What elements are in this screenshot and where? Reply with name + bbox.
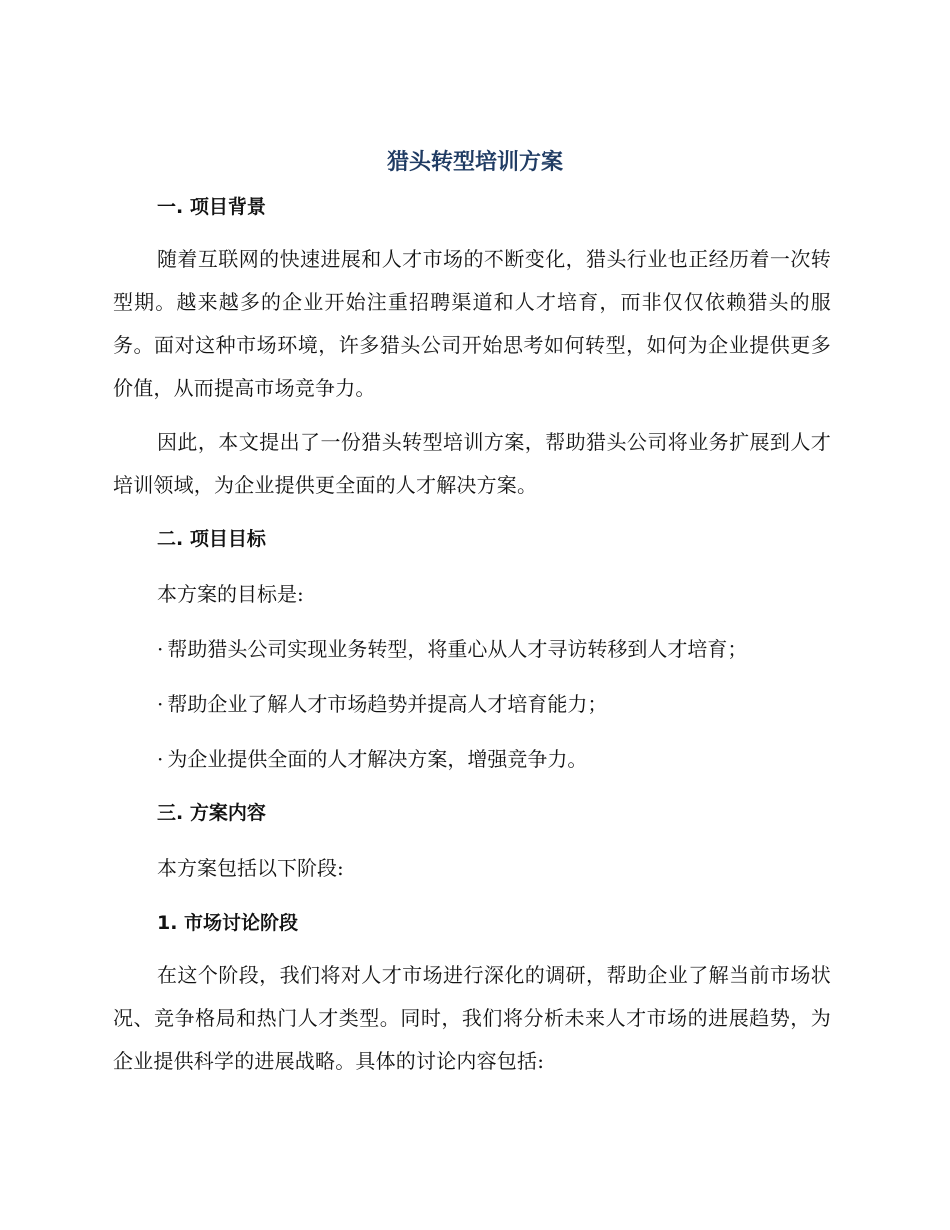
bullet-icon: · (157, 747, 164, 771)
section-heading-background: 一. 项目背景 (157, 196, 266, 218)
bullet-icon: · (157, 692, 164, 716)
stage-1-paragraph: 在这个阶段，我们将对人才市场进行深化的调研，帮助企业了解当前市场状况、竞争格局和热门人才类型。同时，我们将分析未来人才市场的进展趋势，为企业提供科学的进展战略。具体的讨论内容包括: (113, 963, 831, 1073)
goal-list-item (157, 744, 587, 774)
goal-item-text: 为企业提供全面的人才解决方案，增强竞争力。 (167, 747, 588, 771)
background-paragraph-1: 随着互联网的快速进展和人才市场的不断变化，猎头行业也正经历着一次转型期。越来越多的企业开始注重招聘渠道和人才培育，而非仅仅依赖猎头的服务。面对这种市场环境，许多猎头公司开始思考如何转型，如何为企业提供更多价值，从而提高市场竞争力。 (113, 247, 831, 400)
background-paragraph-2: 因此，本文提出了一份猎头转型培训方案，帮助猎头公司将业务扩展到人才培训领域，为企业提供更全面的人才解决方案。 (113, 430, 831, 497)
goal-item-text: 帮助企业了解人才市场趋势并提高人才培育能力； (167, 692, 608, 716)
document-title: 猎头转型培训方案 (386, 150, 563, 175)
section-heading-goals: 二. 项目目标 (157, 528, 266, 550)
bullet-icon: · (157, 637, 164, 661)
stage-1-heading: 1. 市场讨论阶段 (157, 912, 299, 934)
goal-list-item (157, 634, 747, 664)
content-intro: 本方案包括以下阶段: (157, 856, 344, 880)
goal-item-text: 帮助猎头公司实现业务转型，将重心从人才寻访转移到人才培育； (167, 637, 748, 661)
goal-list-item (157, 689, 607, 719)
goals-intro: 本方案的目标是: (157, 582, 304, 606)
section-heading-content: 三. 方案内容 (157, 802, 266, 824)
